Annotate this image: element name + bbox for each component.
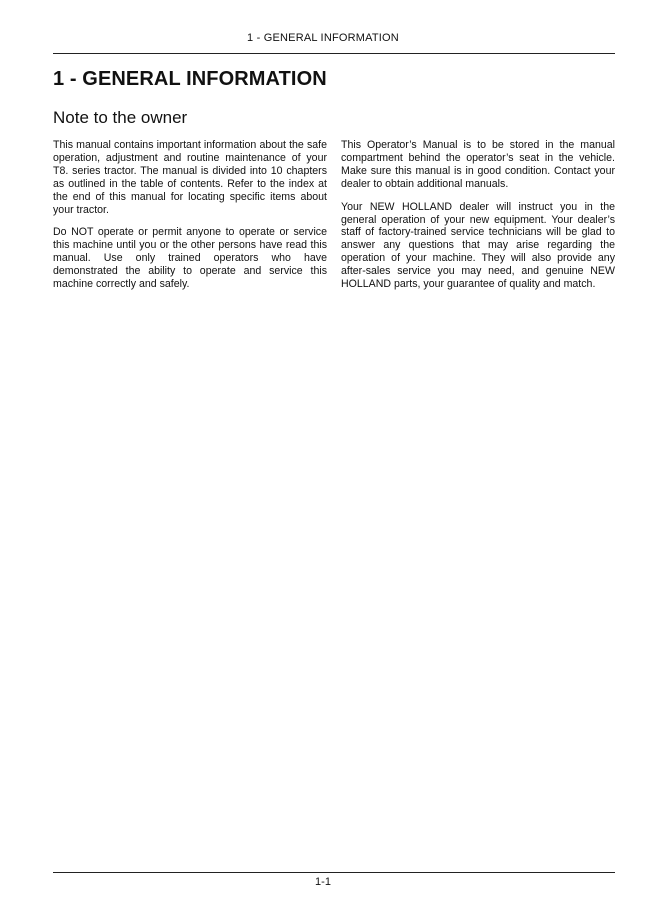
chapter-title: 1 - GENERAL INFORMATION (53, 68, 327, 90)
section-title: Note to the owner (53, 108, 188, 127)
running-header: 1 - GENERAL INFORMATION (247, 32, 399, 44)
paragraph: This Operator’s Manual is to be stored in the manual compartment behind the operator’s seat in the vehicle. Make sure this manual is in good condition. Contact your dealer to obtain additional manuals. (341, 139, 615, 190)
paragraph: Your NEW HOLLAND dealer will instruct you in the general operation of your new equipment. Your dealer’s staff of factory-trained service technicians will be glad to answer any questions that may arise regarding the operation of your machine. They will also provide any after-sales service you may need, and genuine NEW HOLLAND parts, your guarantee of quality and match. (341, 200, 615, 291)
left-text-column (53, 139, 327, 301)
paragraph: Do NOT operate or permit anyone to operate or service this machine until you or the other persons have read this manual. Use only trained operators who have demonstrated the ability to operate and service this machine correctly and safely. (53, 226, 327, 291)
page-number: 1-1 (315, 876, 331, 888)
paragraph: This manual contains important information about the safe operation, adjustment and routine maintenance of your T8. series tractor. The manual is divided into 10 chapters as outlined in the table of contents. Refer to the index at the end of this manual for locating specific items about your tractor. (53, 139, 327, 216)
footer-divider (53, 872, 615, 873)
header-divider (53, 53, 615, 54)
right-text-column (341, 139, 615, 301)
